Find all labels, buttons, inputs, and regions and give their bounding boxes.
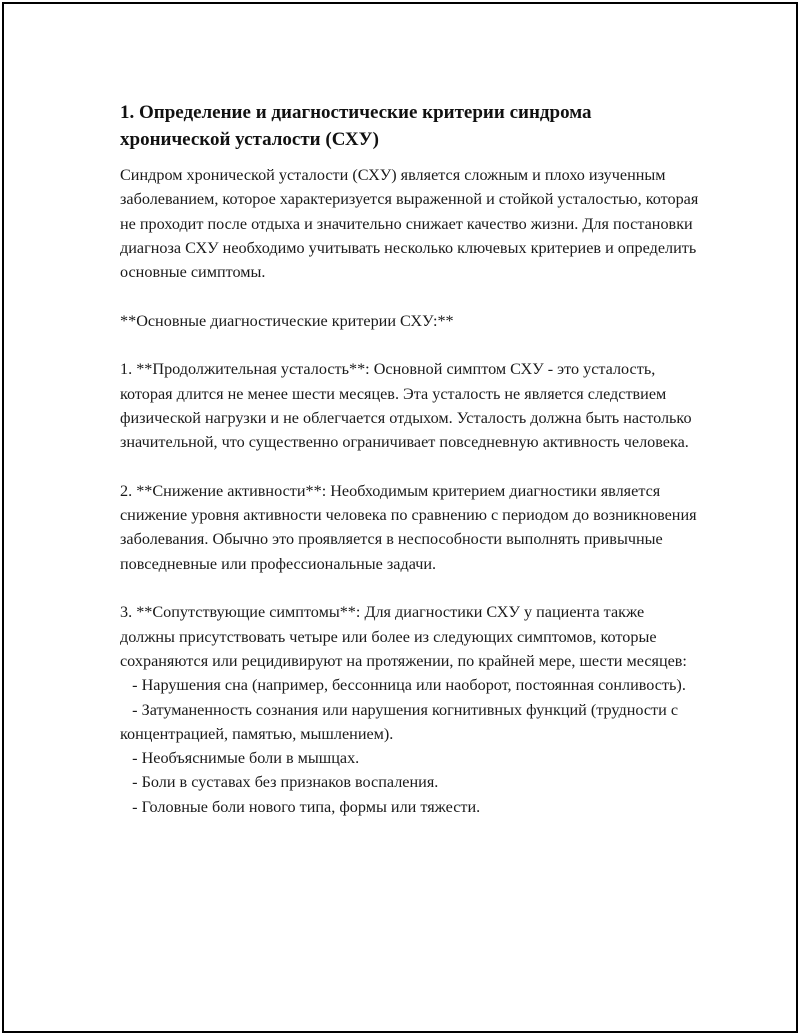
page-frame: [2, 2, 798, 1033]
symptom-item: - Боли в суставах без признаков воспаления.: [120, 773, 439, 792]
criterion-1: 1. **Продолжительная усталость**: Основной симптом СХУ - это усталость, которая длится не менее шести месяцев. Эта усталость не является следствием физической нагрузки и не облегчается отдыхом. Усталость должна быть настолько значительной, что существенно ограничивает повседневную активность человека.: [120, 360, 692, 452]
intro-paragraph: Синдром хронической усталости (СХУ) является сложным и плохо изученным заболеванием, которое характеризуется выраженной и стойкой усталостью, которая не проходит после отдыха и значительно снижает качество жизни. Для постановки диагноза СХУ необходимо учитывать несколько ключевых критериев и определить основные симптомы.: [120, 166, 699, 282]
symptom-item: - Нарушения сна (например, бессонница или наоборот, постоянная сонливость).: [120, 676, 686, 695]
document-title: 1. Определение и диагностические критерии синдрома хронической усталости (СХУ): [120, 102, 592, 150]
criterion-3: 3. **Сопутствующие симптомы**: Для диагностики СХУ у пациента также должны присутствовать четыре или более из следующих симптомов, которые сохраняются или рецидивируют на протяжении, по крайней мере, шести месяцев:: [120, 603, 687, 670]
criterion-2: 2. **Снижение активности**: Необходимым критерием диагностики является снижение уровня активности человека по сравнению с периодом до возникновения заболевания. Обычно это проявляется в неспособности выполнять привычные повседневные или профессиональные задачи.: [120, 481, 697, 573]
criteria-heading: **Основные диагностические критерии СХУ:**: [120, 311, 454, 330]
paragraph-gap: [120, 576, 700, 600]
symptom-item: - Затуманенность сознания или нарушения когнитивных функций (трудности с концентрацией, памятью, мышлением).: [120, 700, 683, 743]
paragraph-gap: [120, 333, 700, 357]
paragraph-gap: [120, 455, 700, 479]
paragraph-gap: [120, 284, 700, 308]
symptom-item: - Необъяснимые боли в мышцах.: [120, 749, 360, 768]
document-body: [120, 99, 700, 819]
symptom-item: - Головные боли нового типа, формы или тяжести.: [120, 797, 481, 816]
